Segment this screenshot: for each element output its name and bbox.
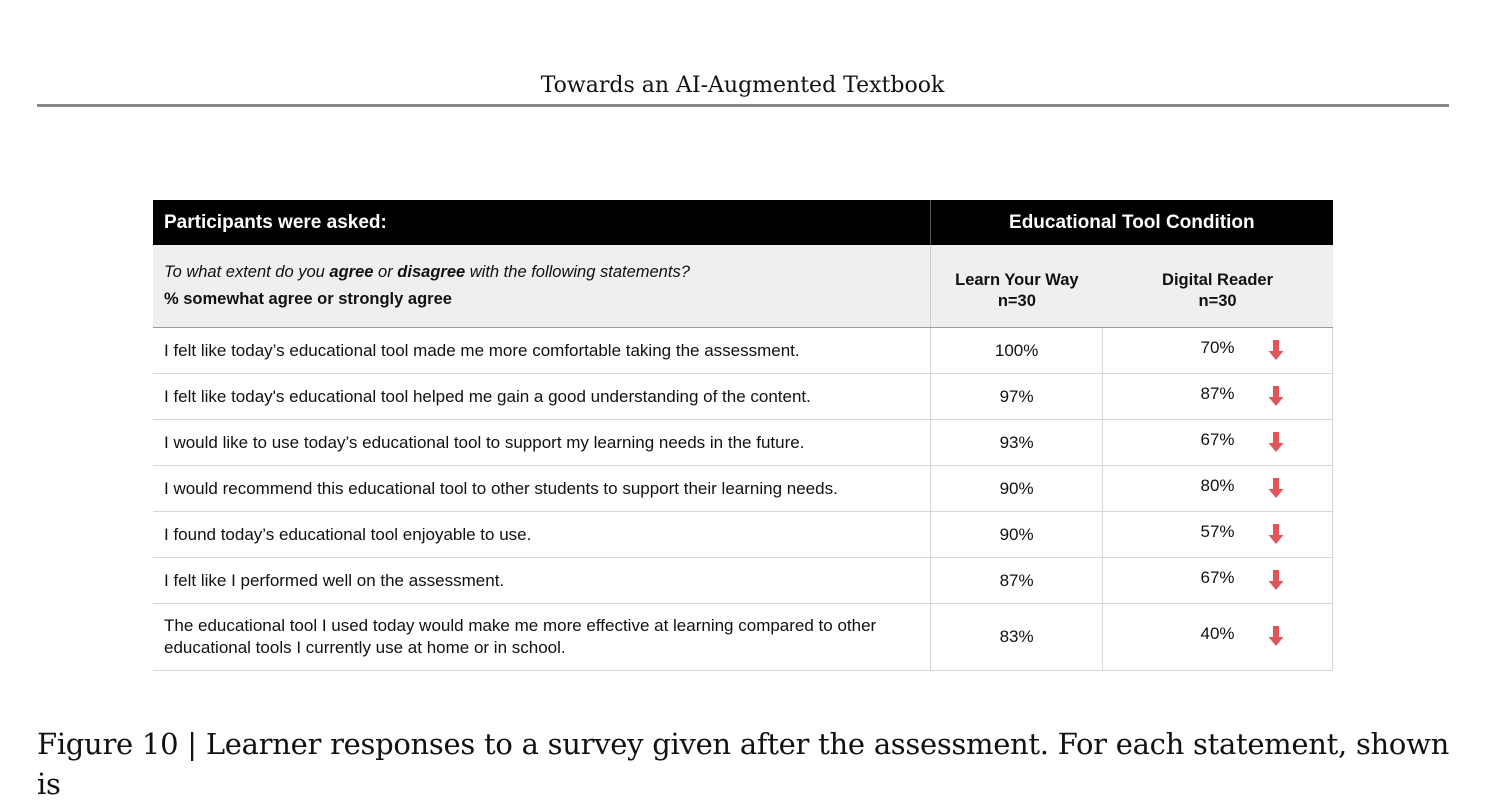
digital-reader-cell (1103, 604, 1333, 671)
condition-n: n=30 (997, 292, 1036, 310)
down-arrow-icon (1268, 625, 1284, 647)
table-row (153, 466, 1333, 512)
figure-caption: Figure 10 | Learner responses to a survey given after the assessment. For each statement, shown is (37, 727, 1449, 801)
prompt-disagree: disagree (397, 263, 466, 281)
digital-reader-cell (1103, 558, 1333, 604)
table-row (153, 420, 1333, 466)
header-condition: Educational Tool Condition (931, 200, 1333, 245)
down-arrow-icon (1268, 477, 1284, 499)
statement-cell: I felt like I performed well on the assessment. (153, 558, 931, 604)
down-arrow-icon (1268, 385, 1284, 407)
prompt-text-2: or (373, 263, 398, 281)
statement-cell: I felt like today’s educational tool made me more comfortable taking the assessment. (153, 328, 931, 374)
learn-your-way-value: 87% (931, 558, 1103, 604)
down-arrow-icon (1268, 339, 1284, 361)
condition-name: Digital Reader (1162, 271, 1273, 289)
learn-your-way-value: 90% (931, 512, 1103, 558)
table-row (153, 374, 1333, 420)
digital-reader-value: 67% (1200, 429, 1235, 449)
header-participants-asked: Participants were asked: (153, 200, 931, 245)
digital-reader-cell (1103, 374, 1333, 420)
header-rule (37, 104, 1449, 107)
digital-reader-cell (1103, 466, 1333, 512)
learn-your-way-value: 93% (931, 420, 1103, 466)
prompt-text-1: To what extent do you (164, 263, 330, 281)
statement-cell: I felt like today's educational tool helped me gain a good understanding of the content. (153, 374, 931, 420)
statement-cell: I would like to use today’s educational tool to support my learning needs in the future. (153, 420, 931, 466)
digital-reader-cell (1103, 420, 1333, 466)
digital-reader-cell (1103, 512, 1333, 558)
learn-your-way-value: 100% (931, 328, 1103, 374)
down-arrow-icon (1268, 569, 1284, 591)
digital-reader-value: 40% (1200, 624, 1235, 643)
prompt-text-3: with the following statements? (465, 263, 690, 281)
measure-label: % somewhat agree or strongly agree (164, 290, 452, 308)
table-subheader-row (153, 245, 1333, 328)
statement-cell: I would recommend this educational tool to other students to support their learning needs. (153, 466, 931, 512)
statement-cell: The educational tool I used today would make me more effective at learning compared to other educational tools I currently use at home or in school. (153, 604, 931, 671)
table-row (153, 328, 1333, 374)
prompt-agree: agree (329, 263, 374, 281)
condition-name: Learn Your Way (955, 271, 1079, 289)
statement-cell: I found today’s educational tool enjoyable to use. (153, 512, 931, 558)
condition-n: n=30 (1198, 292, 1237, 310)
condition-learn-your-way (931, 245, 1103, 328)
running-header: Towards an AI-Augmented Textbook (540, 73, 945, 98)
digital-reader-value: 57% (1200, 521, 1235, 541)
learn-your-way-value: 83% (931, 604, 1103, 671)
question-prompt (164, 263, 930, 282)
survey-body (153, 328, 1333, 671)
question-cell (153, 245, 931, 328)
digital-reader-cell (1103, 328, 1333, 374)
survey-table (153, 200, 1333, 671)
condition-digital-reader (1103, 245, 1333, 328)
digital-reader-value: 87% (1200, 383, 1235, 403)
table-header-row (153, 200, 1333, 245)
down-arrow-icon (1268, 523, 1284, 545)
digital-reader-value: 70% (1200, 337, 1235, 357)
learn-your-way-value: 90% (931, 466, 1103, 512)
digital-reader-value: 67% (1200, 567, 1235, 587)
table-row (153, 512, 1333, 558)
learn-your-way-value: 97% (931, 374, 1103, 420)
down-arrow-icon (1268, 431, 1284, 453)
digital-reader-value: 80% (1200, 475, 1235, 495)
table-row (153, 604, 1333, 671)
table-row (153, 558, 1333, 604)
